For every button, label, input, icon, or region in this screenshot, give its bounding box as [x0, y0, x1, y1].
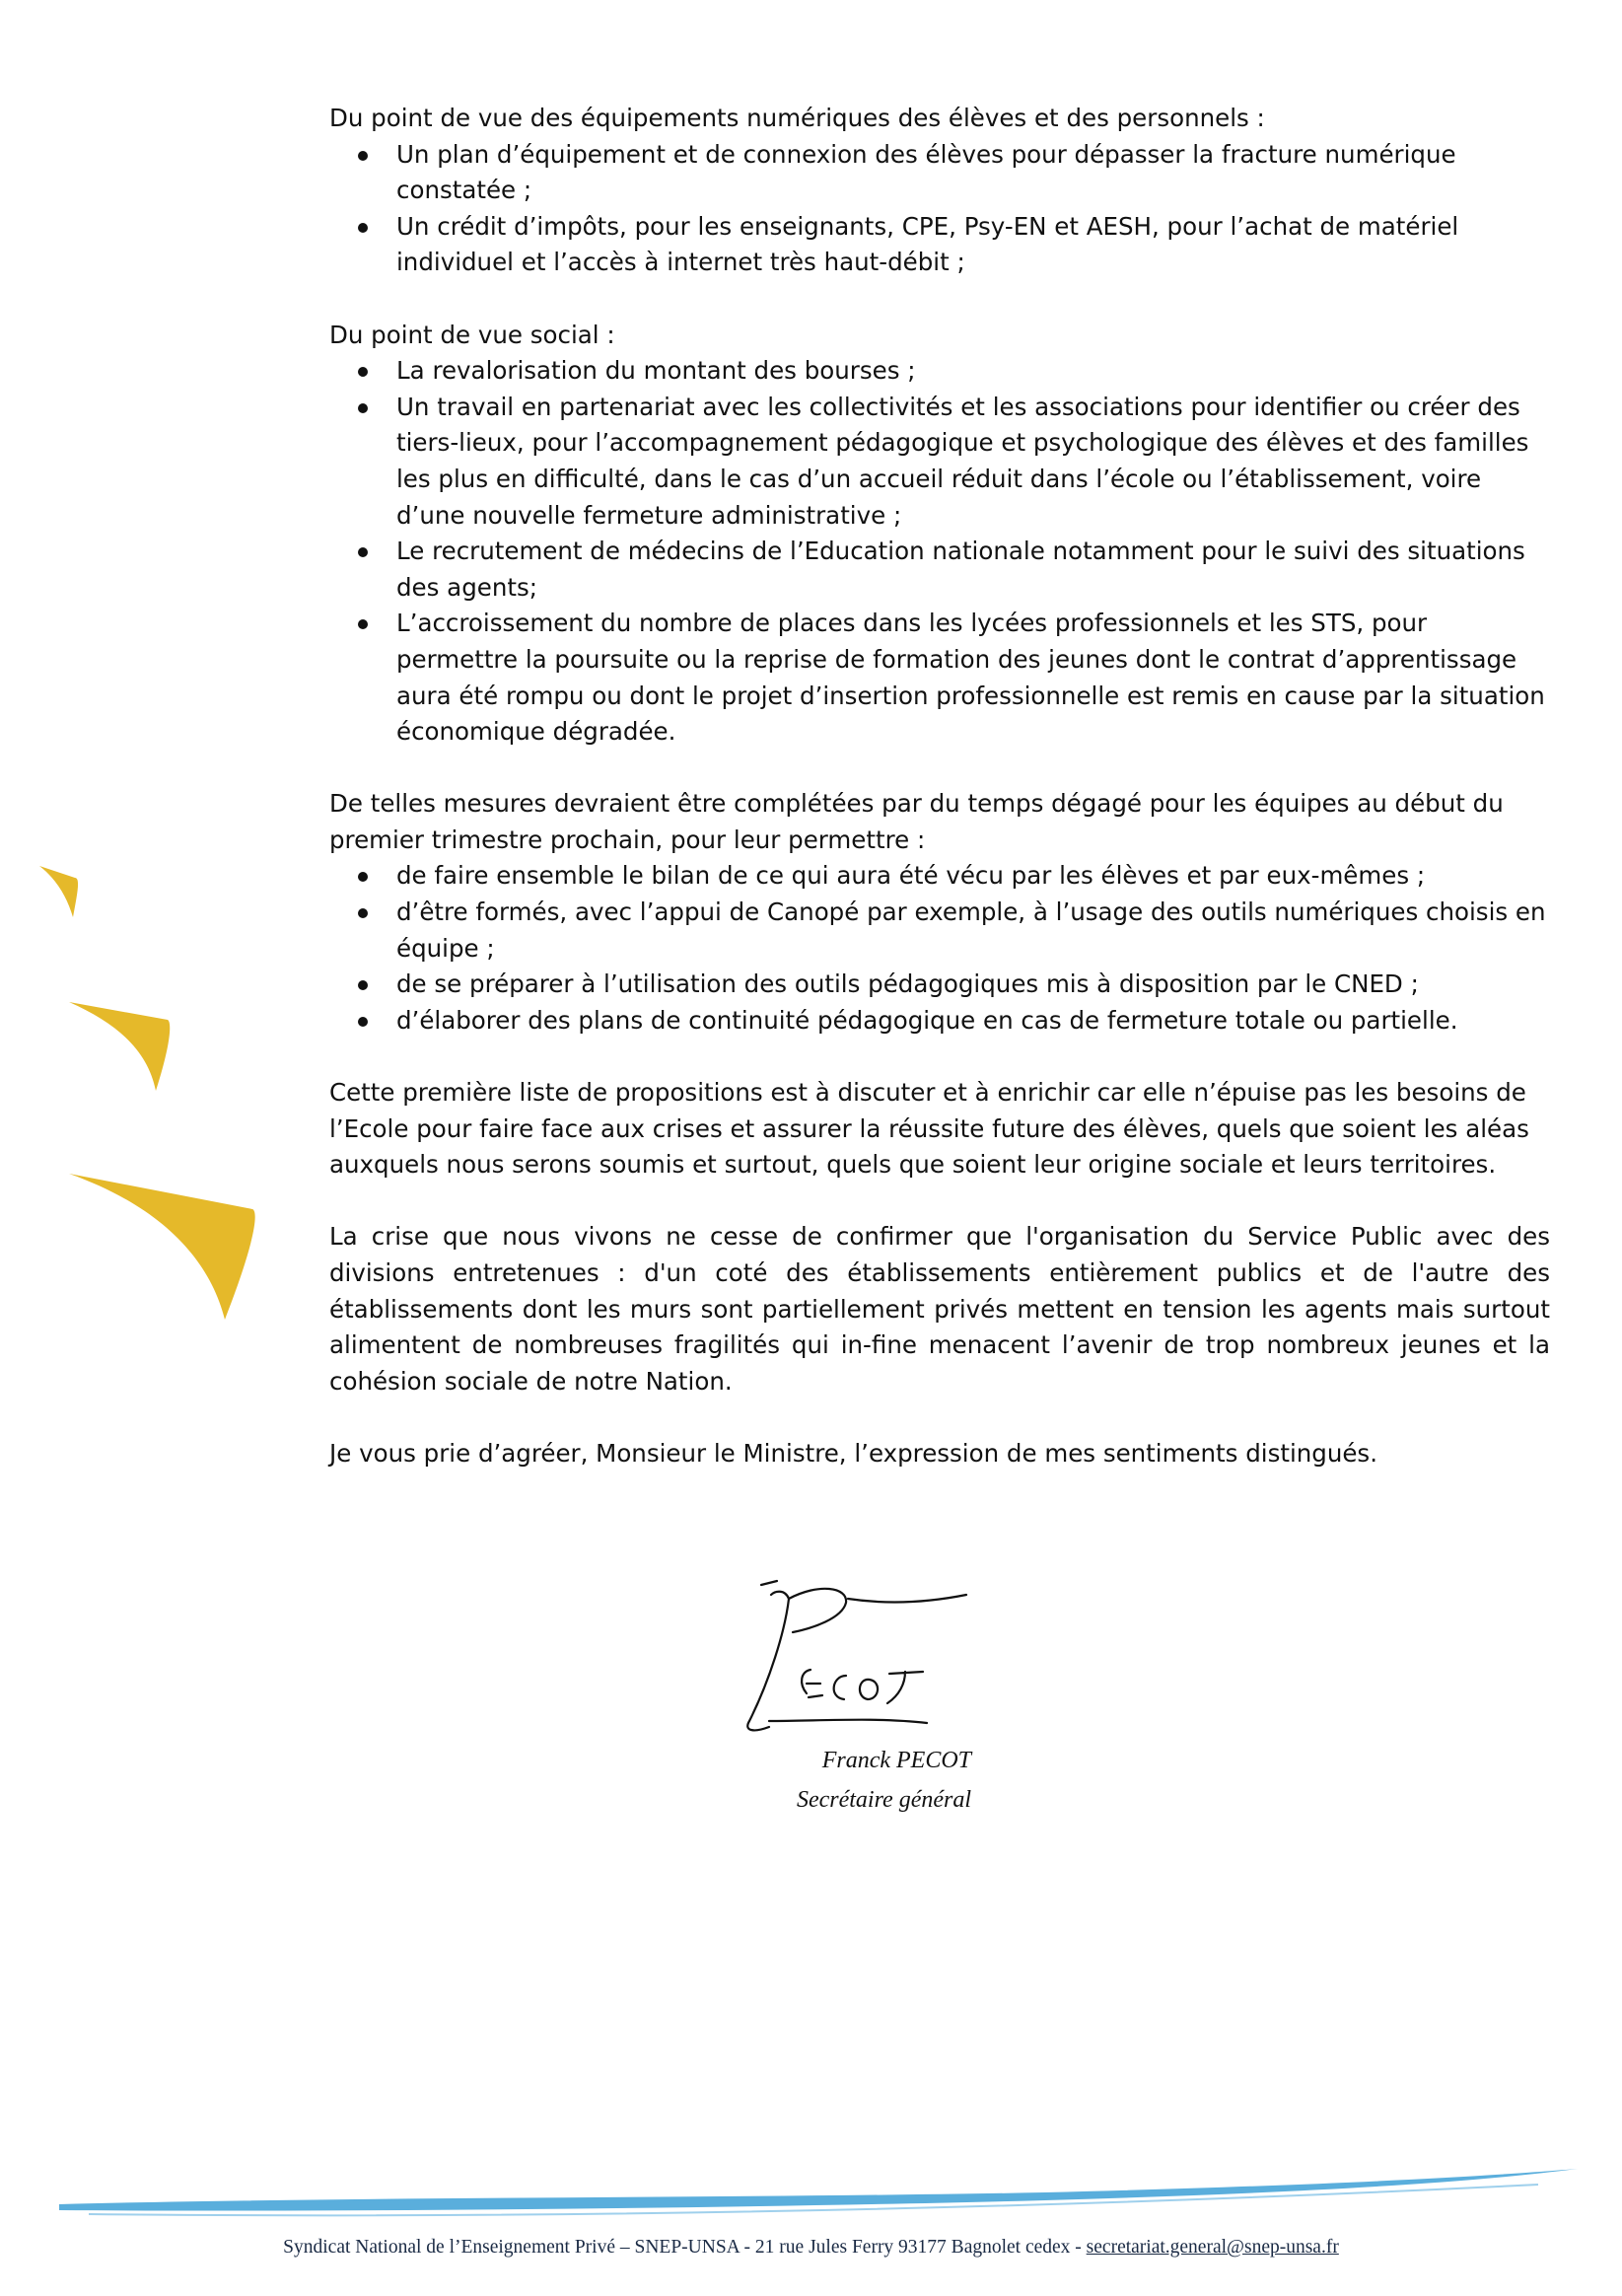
yellow-shape-large — [69, 1174, 255, 1320]
list-item: d’élaborer des plans de continuité pédagogique en cas de fermeture totale ou partielle. — [329, 1003, 1550, 1040]
yellow-shape-small — [39, 866, 78, 917]
list-item: Un crédit d’impôts, pour les enseignants, CPE, Psy-EN et AESH, pour l’achat de matériel individuel et l’accès à internet très haut-débit ; — [329, 209, 1550, 281]
footer-decorative-line — [59, 2165, 1578, 2224]
closing-formula: Je vous prie d’agréer, Monsieur le Ministre, l’expression de mes sentiments distingués. — [329, 1438, 1377, 1468]
list-item: Le recrutement de médecins de l’Education nationale notamment pour le suivi des situations des agents; — [329, 534, 1550, 606]
yellow-shape-medium — [69, 1002, 170, 1091]
list-item: d’être formés, avec l’appui de Canopé par exemple, à l’usage des outils numériques choisis en équipe ; — [329, 895, 1550, 967]
social-intro: Du point de vue social : — [329, 320, 615, 349]
list-item: La revalorisation du montant des bourses ; — [329, 353, 1550, 390]
decorative-yellow-shapes — [39, 848, 266, 1322]
footer-address-text: Syndicat National de l’Enseignement Privé – SNEP-UNSA - 21 rue Jules Ferry 93177 Bagnolet cedex - — [283, 2237, 1087, 2258]
measures-intro: De telles mesures devraient être complétées par du temps dégagé pour les équipes au début du premier trimestre prochain, pour leur permettre : — [329, 789, 1504, 854]
signatory-role: Secrétaire général — [796, 1787, 971, 1813]
signature-block — [730, 1573, 986, 1820]
social-list — [329, 353, 1550, 751]
measures-list — [329, 858, 1550, 1039]
list-item: Un plan d’équipement et de connexion des élèves pour dépasser la fracture numérique constatée ; — [329, 137, 1550, 209]
paragraph-propositions: Cette première liste de propositions est à discuter et à enrichir car elle n’épuise pas les besoins de l’Ecole pour faire face aux crises et assurer la réussite future des élèves, quels que soient les aléas auxquels nous serons soumis et surtout, quels que soient leur origine sociale et leurs territoires. — [329, 1078, 1529, 1180]
list-item: de se préparer à l’utilisation des outils pédagogiques mis à disposition par le CNED ; — [329, 967, 1550, 1003]
digital-intro: Du point de vue des équipements numériques des élèves et des personnels : — [329, 104, 1265, 132]
footer-address — [0, 2237, 1622, 2259]
footer-email-link[interactable]: secretariat.general@snep-unsa.fr — [1086, 2237, 1339, 2258]
list-item: Un travail en partenariat avec les collectivités et les associations pour identifier ou créer des tiers-lieux, pour l’accompagnement pédagogique et psychologique des élèves et des familles les plus en difficulté, dans le cas d’un accueil réduit dans l’école ou l’établissement, voire d’une nouvelle fermeture administrative ; — [329, 390, 1550, 534]
paragraph-crisis: La crise que nous vivons ne cesse de confirmer que l'organisation du Service Public avec des divisions entretenues : d'un coté des établissements entièrement publics et de l'autre des établissements dont les murs sont partiellement privés mettent en tension les agents mais surtout alimentent de nombreuses fragilités qui in-fine menacent l’avenir de trop nombreux jeunes et la cohésion sociale de notre Nation. — [329, 1222, 1550, 1396]
list-item: de faire ensemble le bilan de ce qui aura été vécu par les élèves et par eux-mêmes ; — [329, 858, 1550, 895]
letter-body — [329, 101, 1550, 1472]
digital-list — [329, 137, 1550, 281]
list-item: L’accroissement du nombre de places dans les lycées professionnels et les STS, pour permettre la poursuite ou la reprise de formation des jeunes dont le contrat d’apprentissage aura été rompu ou dont le projet d’insertion professionnelle est remis en cause par la situation économique dégradée. — [329, 606, 1550, 750]
handwritten-signature — [730, 1573, 986, 1741]
signatory-name: Franck PECOT — [821, 1748, 971, 1773]
